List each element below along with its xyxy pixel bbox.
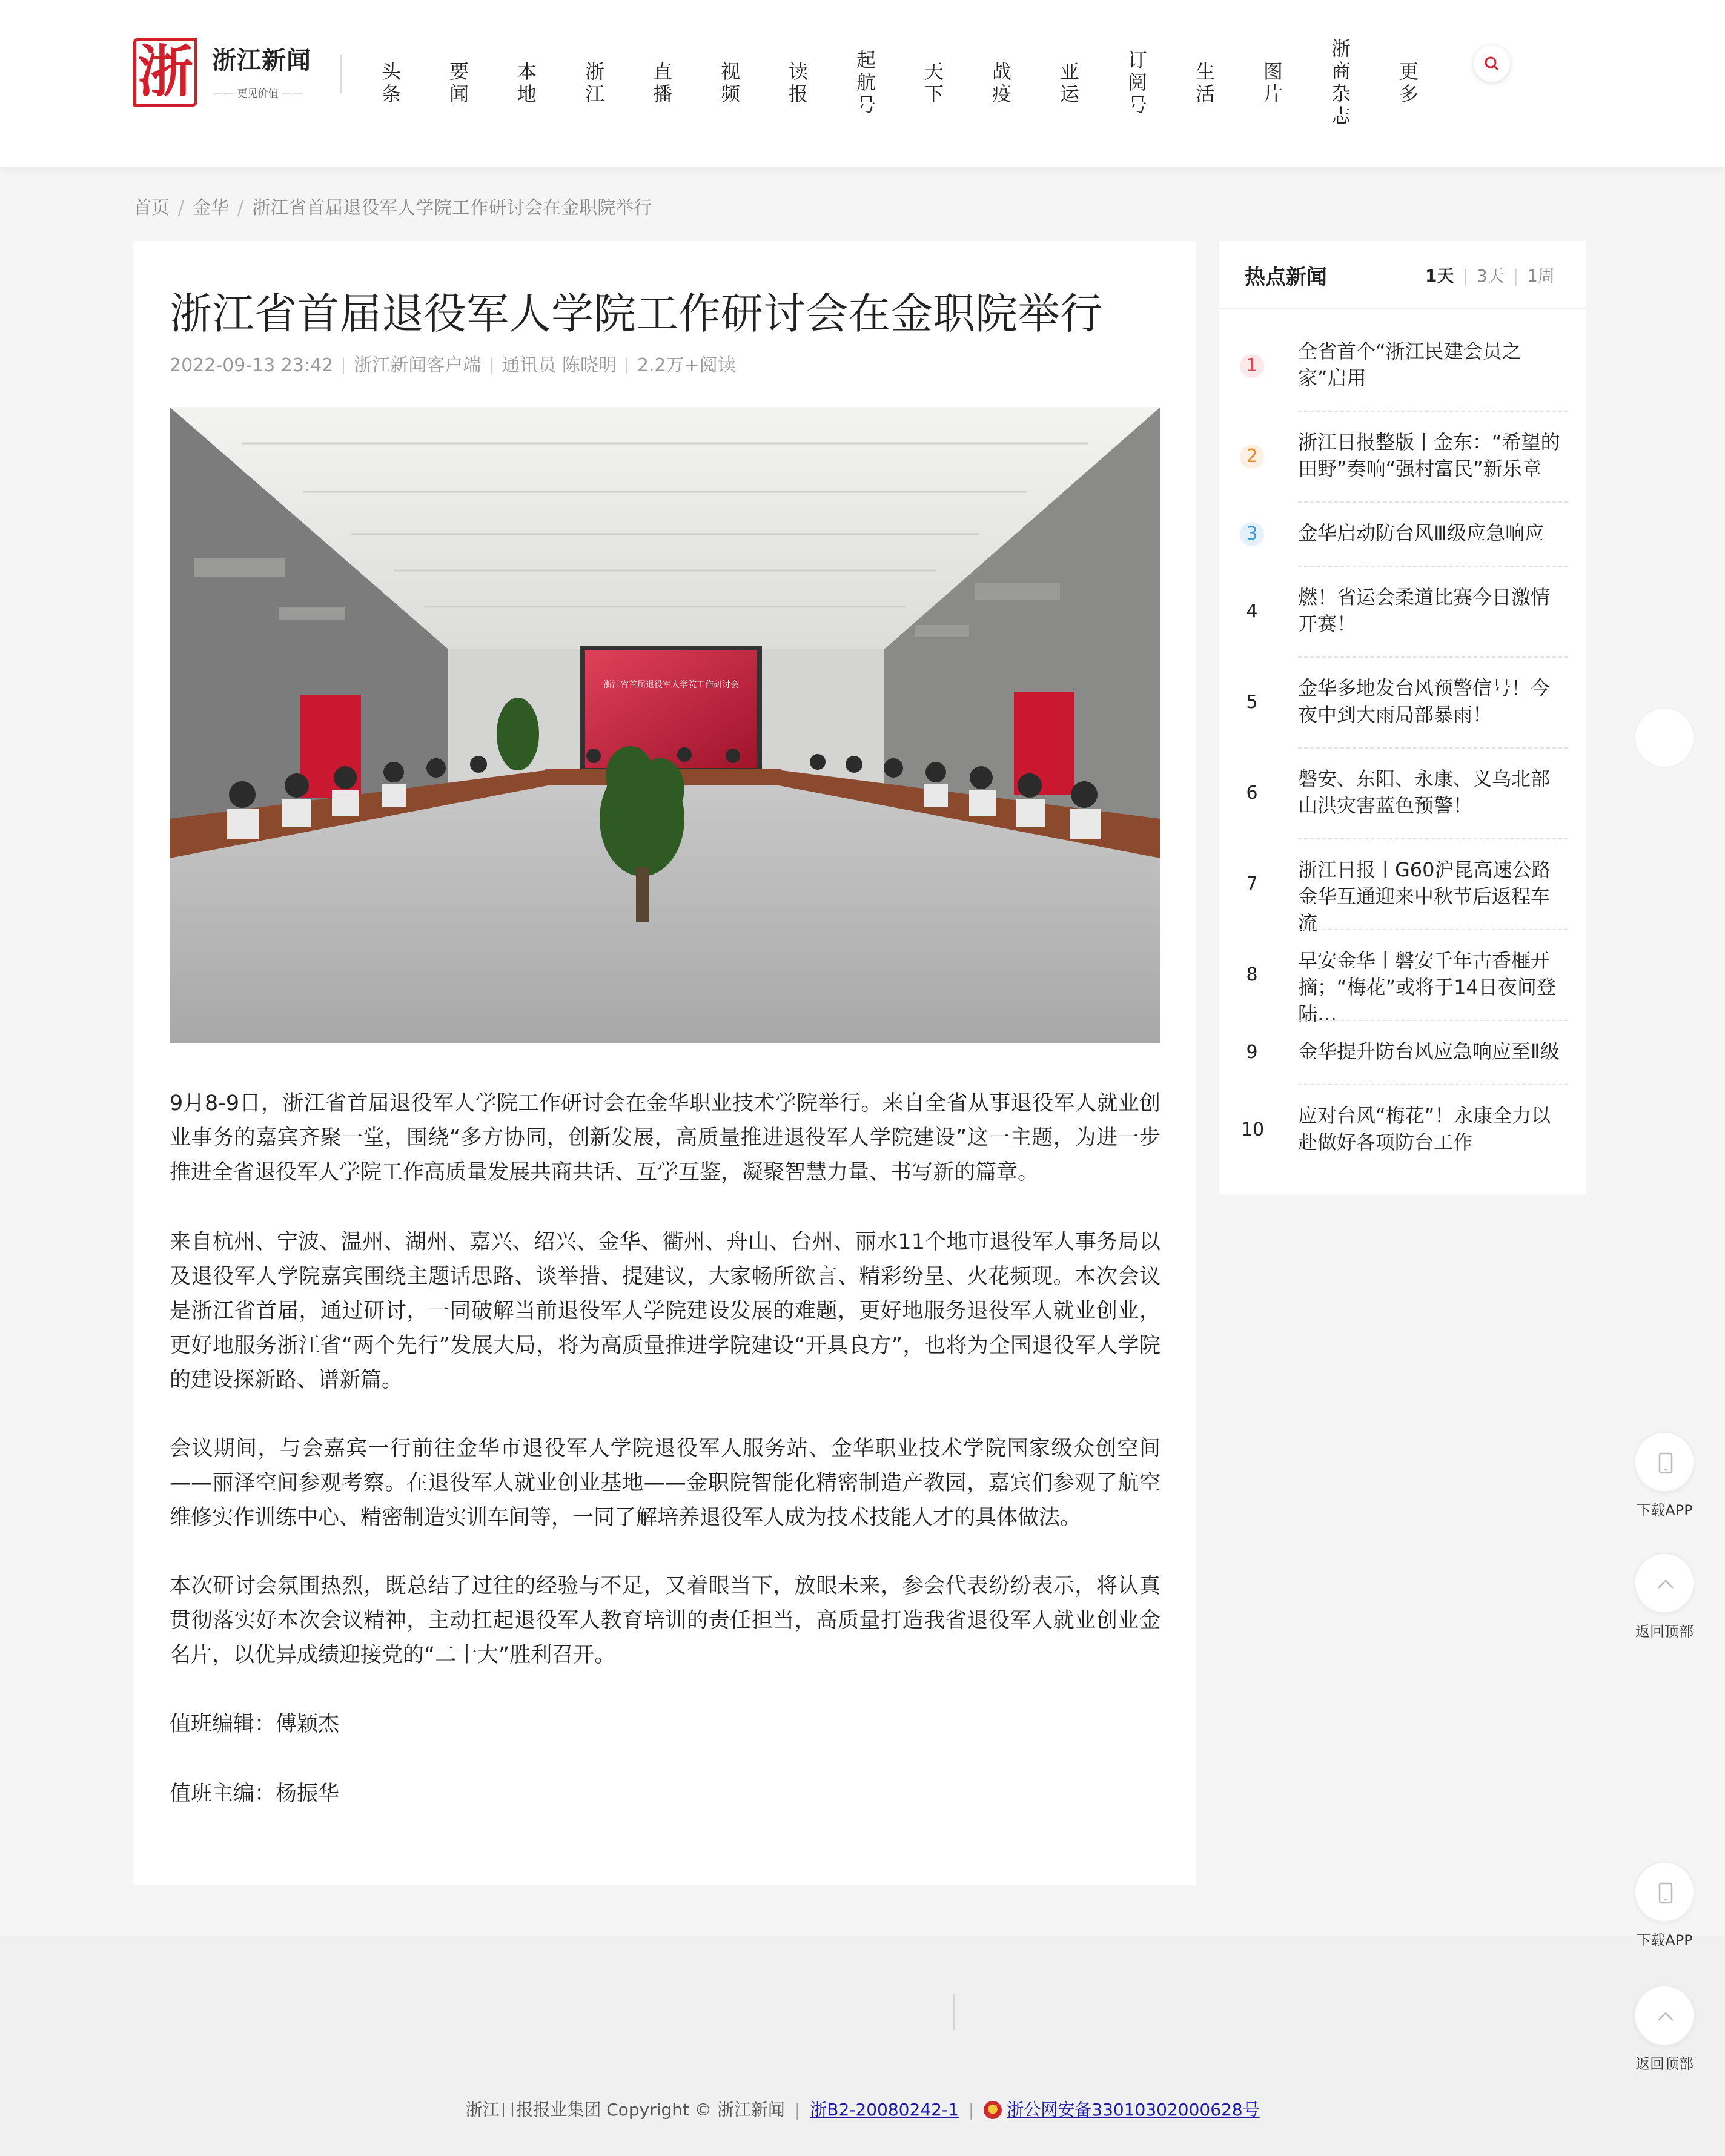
meta-divider	[491, 358, 492, 374]
hot-news-title: 热点新闻	[1245, 265, 1327, 289]
hot-news-link[interactable]: 浙江日报丨G60沪昆高速公路金华互通迎来中秋节后返程车流	[1298, 858, 1551, 934]
hot-news-item[interactable]	[1237, 579, 1568, 667]
breadcrumb-section[interactable]: 金华	[193, 197, 230, 219]
site-header	[0, 0, 1725, 167]
article-reads: 2.2万+阅读	[637, 355, 736, 376]
hot-news-link[interactable]: 金华提升防台风应急响应至Ⅱ级	[1298, 1040, 1560, 1063]
hot-news-item[interactable]	[1237, 424, 1568, 512]
article-title: 浙江省首届退役军人学院工作研讨会在金职院举行	[170, 289, 1102, 339]
rank-badge: 1	[1240, 354, 1264, 378]
footer-police-link[interactable]: 浙公网安备33010302000628号	[1007, 2100, 1260, 2120]
hot-news-item[interactable]	[1237, 942, 1568, 1031]
hot-news-tabs	[1425, 263, 1555, 287]
conference-room-illustration	[170, 407, 1160, 1043]
article-paragraph: 9月8-9日，浙江省首届退役军人学院工作研讨会在金华职业技术学院举行。来自全省从事退役军人就业创业事务的嘉宾齐聚一堂，围绕“多方协同，创新发展，高质量推进退役军人学院建设”这一主题，为进一步推进全省退役军人学院工作高质量发展共商共话、互学互鉴，凝聚智慧力量、书写新的篇章。	[170, 1091, 1160, 1185]
hot-news-link[interactable]: 金华启动防台风Ⅲ级应急响应	[1298, 521, 1545, 544]
hot-news-link[interactable]: 全省首个“浙江民建会员之家”启用	[1298, 340, 1521, 389]
nav-item-dubao[interactable]: 读报	[788, 60, 808, 105]
tab-separator: |	[1462, 266, 1468, 286]
back-to-top-button[interactable]	[1634, 1553, 1695, 1613]
hot-news-link[interactable]: 早安金华丨磐安千年古香榧开摘；“梅花”或将于14日夜间登陆…	[1298, 949, 1556, 1025]
back-to-top-button[interactable]	[1634, 1985, 1695, 2046]
nav-item-qihanghao[interactable]: 起航号	[856, 48, 876, 116]
hot-news-item[interactable]	[1237, 1097, 1568, 1160]
breadcrumb-separator: /	[237, 197, 244, 219]
hot-news-link[interactable]: 浙江日报整版丨金东：“希望的田野”奏响“强村富民”新乐章	[1298, 431, 1560, 480]
article-paragraph: 来自杭州、宁波、温州、湖州、嘉兴、绍兴、金华、衢州、舟山、台州、丽水11个地市退役军人事务局以及退役军人学院嘉宾围绕主题话思路、谈举措、提建议，大家畅所欲言、精彩纷呈、火花频现。本次会议是浙江省首届，通过研讨，一同破解当前退役军人学院建设发展的难题，更好地服务退役军人就业创业，更好地服务浙江省“两个先行”发展大局，将为高质量推进学院建设“开具良方”，也将为全国退役军人学院的建设探新路、谱新篇。	[170, 1230, 1160, 1392]
breadcrumb-current: 浙江省首届退役军人学院工作研讨会在金职院举行	[252, 197, 652, 219]
nav-item-yaowen[interactable]: 要闻	[449, 60, 469, 105]
hot-news-item[interactable]	[1237, 670, 1568, 758]
article-source: 浙江新闻客户端	[354, 355, 482, 376]
rank-badge: 4	[1246, 601, 1258, 622]
nav-item-zheshang-zazhi[interactable]: 浙商杂志	[1331, 37, 1351, 127]
nav-item-toutiao[interactable]: 头条	[381, 60, 401, 105]
download-app-button[interactable]	[1634, 1862, 1695, 1922]
hot-news-item[interactable]	[1237, 333, 1568, 422]
article-photo	[170, 407, 1160, 1043]
nav-item-zhibo[interactable]: 直播	[652, 60, 672, 105]
nav-item-more[interactable]: 更多	[1399, 60, 1419, 105]
meta-divider	[626, 358, 627, 374]
meta-divider	[343, 358, 344, 374]
duty-chief-editor: 值班主编：杨振华	[170, 1782, 340, 1806]
breadcrumb-separator: /	[178, 197, 185, 219]
breadcrumb-home[interactable]: 首页	[133, 197, 170, 219]
hot-news-panel	[1219, 241, 1586, 1194]
footer-separator: |	[968, 2100, 975, 2120]
item-divider	[1298, 838, 1568, 839]
item-divider	[1298, 501, 1568, 503]
rank-badge: 6	[1246, 782, 1258, 804]
nav-item-tianxia[interactable]: 天下	[924, 60, 944, 105]
logo-divider	[340, 55, 342, 93]
tab-separator: |	[1512, 266, 1519, 286]
footer-copyright-row	[0, 2097, 1725, 2121]
rank-badge: 8	[1246, 964, 1258, 985]
article-paragraph: 本次研讨会氛围热烈，既总结了过往的经验与不足，又着眼当下，放眼未来，参会代表纷纷表示，将认真贯彻落实好本次会议精神，主动扛起退役军人教育培训的责任担当，高质量打造我省退役军人就业创业金名片，以优异成绩迎接党的“二十大”胜利召开。	[170, 1574, 1160, 1667]
hot-news-link[interactable]: 金华多地发台风预警信号！今夜中到大雨局部暴雨！	[1298, 676, 1551, 726]
item-divider	[1298, 929, 1568, 930]
rank-badge: 9	[1246, 1042, 1258, 1063]
nav-item-tupian[interactable]: 图片	[1263, 60, 1283, 105]
nav-item-yayun[interactable]: 亚运	[1059, 60, 1079, 105]
download-app-label: 下载APP	[1636, 1932, 1693, 1949]
footer-icp-link[interactable]: 浙B2-20080242-1	[810, 2100, 959, 2120]
article-card	[133, 241, 1196, 1885]
rank-badge: 2	[1240, 445, 1264, 469]
download-app-label: 下载APP	[1636, 1502, 1693, 1519]
duty-editor: 值班编辑：傅颖杰	[170, 1712, 340, 1736]
article-author: 通讯员 陈晓明	[502, 355, 617, 376]
item-divider	[1298, 566, 1568, 567]
nav-item-shenghuo[interactable]: 生活	[1195, 60, 1215, 105]
logo-icon[interactable]: 浙	[133, 38, 197, 107]
item-divider	[1298, 411, 1568, 412]
chevron-up-icon	[1635, 1554, 1696, 1615]
phone-icon	[1635, 1863, 1696, 1923]
item-divider	[1298, 1020, 1568, 1021]
logo-name[interactable]: 浙江新闻	[212, 46, 311, 74]
side-button-partial[interactable]	[1634, 707, 1695, 768]
nav-item-zhejiang[interactable]: 浙江	[584, 60, 604, 105]
search-icon	[1474, 45, 1510, 82]
police-badge-icon	[984, 2101, 1002, 2119]
rank-badge: 7	[1246, 873, 1258, 894]
hot-news-item[interactable]	[1237, 1033, 1568, 1096]
back-to-top-label: 返回顶部	[1635, 1623, 1694, 1640]
rank-badge: 10	[1240, 1119, 1265, 1140]
logo-slogan: —— 更见价值 ——	[213, 88, 302, 100]
item-divider	[1298, 1084, 1568, 1085]
hot-news-header-divider	[1219, 308, 1586, 309]
item-divider	[1298, 656, 1568, 658]
hot-news-item[interactable]	[1237, 761, 1568, 849]
nav-item-zhanyi[interactable]: 战疫	[992, 60, 1011, 105]
footer-copyright: 浙江日报报业集团 Copyright © 浙江新闻	[465, 2100, 785, 2120]
hot-news-link[interactable]: 应对台风“梅花”！永康全力以赴做好各项防台工作	[1298, 1104, 1551, 1154]
nav-item-dingyuehao[interactable]: 订阅号	[1127, 48, 1147, 116]
download-app-button[interactable]	[1634, 1432, 1695, 1492]
item-divider	[1298, 747, 1568, 749]
hot-news-link[interactable]: 磐安、东阳、永康、义乌北部山洪灾害蓝色预警！	[1298, 767, 1551, 817]
breadcrumb	[133, 193, 652, 219]
footer	[0, 1936, 1725, 2156]
rank-badge: 5	[1246, 692, 1258, 713]
footer-divider	[953, 1994, 955, 2030]
tab-1-week[interactable]: 1周	[1527, 266, 1555, 286]
phone-icon	[1635, 1433, 1696, 1493]
screen-title: 浙江省首届退役军人学院工作研讨会	[603, 680, 739, 690]
search-button[interactable]	[1474, 45, 1510, 82]
hot-news-item[interactable]	[1237, 851, 1568, 940]
rank-badge: 3	[1240, 522, 1264, 546]
footer-separator: |	[794, 2100, 801, 2120]
tab-1-day[interactable]: 1天	[1425, 266, 1454, 286]
article-paragraph: 会议期间，与会嘉宾一行前往金华市退役军人学院退役军人服务站、金华职业技术学院国家级众创空间——丽泽空间参观考察。在退役军人就业创业基地——金职院智能化精密制造产教园，嘉宾们参观了航空维修实作训练中心、精密制造实训车间等，一同了解培养退役军人成为技术技能人才的具体做法。	[170, 1437, 1160, 1530]
chevron-up-icon	[1635, 1986, 1696, 2047]
hot-news-link[interactable]: 燃！省运会柔道比赛今日激情开赛！	[1298, 586, 1551, 635]
nav-item-shipin[interactable]: 视频	[720, 60, 740, 105]
nav-item-bendi[interactable]: 本地	[517, 60, 537, 105]
article-meta	[170, 350, 736, 377]
tab-3-days[interactable]: 3天	[1476, 266, 1505, 286]
article-datetime: 2022-09-13 23:42	[170, 355, 334, 376]
back-to-top-label: 返回顶部	[1635, 2055, 1694, 2072]
